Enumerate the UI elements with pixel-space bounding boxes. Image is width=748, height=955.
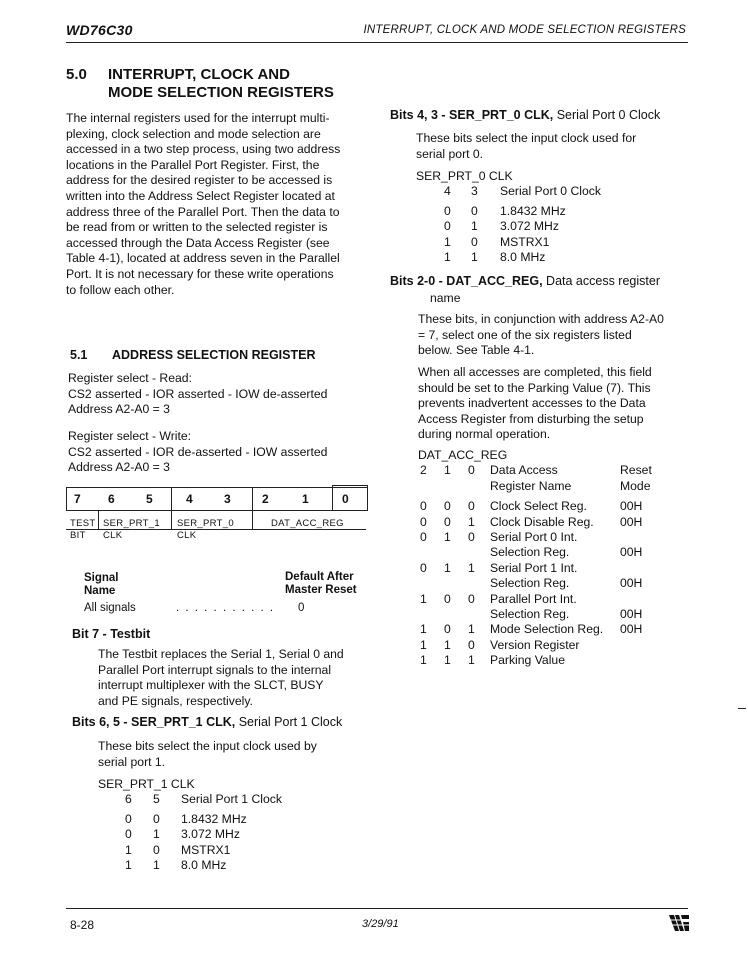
bits43-row [416,204,656,219]
cell: Selection Reg. [490,607,570,622]
cell: Selection Reg. [490,545,570,560]
cell: 0 [444,499,451,514]
reg-box-bit0 [332,485,368,511]
bits43-line: serial port 0. [416,146,484,161]
bit-3: 3 [224,492,231,506]
intro-line: locations in the Parallel Port Register. First, the [66,157,320,172]
bit7-line: interrupt multiplexer with the SLCT, BUSY [98,678,324,693]
footer-date: 3/29/91 [362,918,399,930]
reg-divider [98,510,99,530]
cell: 0 [444,219,451,234]
cell: 8.0 MHz [500,250,546,265]
bit7-line: Parallel Port interrupt signals to the internal [98,662,332,677]
cell: 3.072 MHz [181,827,240,842]
cell: 1 [420,637,427,652]
bits65-table-head [98,792,328,807]
cell: 00H [620,499,643,514]
head-bit: 2 [420,463,427,478]
doc-part-number: WD76C30 [66,22,133,38]
bit-1: 1 [302,492,309,506]
dat-row [418,499,688,514]
cell: Version Register [490,637,580,652]
write-line: Address A2-A0 = 3 [68,460,170,475]
bit-0: 0 [342,492,349,506]
dat-acc-reg-table [418,448,688,669]
cell: 1 [125,858,132,873]
cell: 1 [468,622,475,637]
cell: 00H [620,622,643,637]
bits65-table [98,777,328,873]
register-select-write [68,429,368,476]
bits43-table-name: SER_PRT_0 CLK [416,169,513,183]
cell: 0 [471,234,478,249]
bits65-title [72,715,342,729]
cell: 0 [468,530,475,545]
bits65-row [98,858,328,873]
cell: 1 [420,591,427,606]
bits20-p2-line: When all accesses are completed, this field [418,365,652,379]
cell: 3.072 MHz [500,219,559,234]
head-bit: 4 [444,184,451,199]
doc-running-title: INTERRUPT, CLOCK AND MODE SELECTION REGISTERS [363,24,686,36]
label-ser1-a: SER_PRT_1 [103,518,160,529]
intro-line: The internal registers used for the interrupt multi- [66,111,330,125]
cell: 0 [468,637,475,652]
footer-rule [66,908,688,909]
intro-line: accessed through the Data Access Register (see [66,235,330,250]
cell: MSTRX1 [181,842,231,857]
head-name: Register Name [490,478,572,493]
bits20-p1-line: = 7, select one of the six registers listed [418,327,632,342]
cell: 0 [444,591,451,606]
cell: Clock Select Reg. [490,499,587,514]
cell: 1.8432 MHz [181,811,247,826]
label-dat-acc-reg: DAT_ACC_REG [271,518,344,529]
section-number: 5.0 [66,66,87,83]
head-bit: 3 [471,184,478,199]
cell: Serial Port 0 Int. [490,530,578,545]
bits65-line: serial port 1. [98,754,166,769]
intro-line: Table 4-1), located at address seven in the Parallel [66,251,340,266]
head-bit: 6 [125,792,132,807]
cell: 0 [444,203,451,218]
section-title-line1: INTERRUPT, CLOCK AND [108,66,290,83]
head-bit: 1 [444,463,451,478]
cell: Parallel Port Int. [490,591,577,606]
intro-line: written into the Address Select Register located at [66,188,335,203]
intro-line: Port. It is not necessary for these write operations [66,266,334,281]
intro-line: to follow each other. [66,282,175,297]
bit-2: 2 [262,492,269,506]
read-line: CS2 asserted - IOR asserted - IOW de-asserted [68,386,328,401]
head-name: Data Access [490,463,558,478]
bit-7: 7 [74,492,81,506]
head-default-1: Default After [285,571,354,583]
section-title [66,66,334,102]
read-line: Address A2-A0 = 3 [68,402,170,417]
label-ser0-a: SER_PRT_0 [177,518,234,529]
bits20-p2-line: Access Register from disturbing the setup [418,411,644,426]
cell: 0 [444,514,451,529]
cell: 1 [444,560,451,575]
cell: 1 [420,653,427,668]
label-bit: BIT [70,530,86,541]
bits43-table [416,169,656,265]
bits43-table-head [416,184,656,199]
cell: 00H [620,607,643,622]
bits20-title-cont: name [430,291,461,305]
bit-5: 5 [146,492,153,506]
bits20-p2-line: prevents inadvertent accesses to the Data [418,396,646,411]
cell: 0 [471,203,478,218]
reg-divider [252,510,253,530]
subsection-number: 5.1 [70,348,88,362]
dat-row [418,530,688,561]
intro-line: plexing, clock selection and mode selection are [66,126,321,141]
read-line: Register select - Read: [68,371,192,385]
cell: 00H [620,576,643,591]
row-dot-leader: . . . . . . . . . . . [176,602,275,614]
cell: 1 [444,530,451,545]
cell: 0 [420,499,427,514]
margin-mark [738,708,746,709]
cell: 8.0 MHz [181,858,227,873]
intro-paragraph [66,111,366,298]
intro-line: address three of the Parallel Port. Then the data to [66,204,340,219]
row-default-value: 0 [298,602,305,614]
label-ser0-b: CLK [177,530,197,541]
cell: 0 [420,560,427,575]
cell: 1 [153,858,160,873]
cell: 00H [620,514,643,529]
head-signal-1: Signal [84,572,119,584]
bits65-line: These bits select the input clock used by [98,739,317,753]
bits43-title [390,108,660,122]
cell: 1 [153,827,160,842]
bits20-title-bold: Bits 2-0 - DAT_ACC_REG, [390,274,543,288]
cell: Clock Disable Reg. [490,514,594,529]
bits65-row [98,843,328,858]
cell: 0 [444,622,451,637]
reg-divider [171,510,172,530]
header-rule [66,42,688,43]
dat-row [418,515,688,530]
subsection-title [70,348,316,362]
bits43-description [416,131,688,162]
bit-6: 6 [108,492,115,506]
cell: 00H [620,545,643,560]
page-number: 8-28 [70,918,95,932]
bits20-p1-line: These bits, in conjunction with address A2-A0 [418,312,664,326]
bit7-description [98,647,368,709]
bits43-row [416,235,656,250]
bits65-row [98,827,328,842]
cell: 0 [468,591,475,606]
address-select-register-diagram [66,487,368,541]
intro-line: accessed in a two step process, using two address [66,142,341,157]
head-mode: Mode [620,478,651,493]
bits43-row [416,219,656,234]
cell: 1 [468,653,475,668]
bit7-line: The Testbit replaces the Serial 1, Serial 0 and [98,647,344,661]
dat-row [418,653,688,668]
cell: 1 [468,514,475,529]
cell: 0 [420,514,427,529]
bits43-title-bold: Bits 4, 3 - SER_PRT_0 CLK, [390,108,554,122]
intro-line: be read from or written to the selected register is [66,220,328,235]
bits20-para1 [418,312,688,359]
label-ser1-b: CLK [103,530,123,541]
bit7-title: Bit 7 - Testbit [72,627,151,641]
bit7-line: and PE signals, respectively. [98,693,253,708]
reg-box-mid [171,487,253,511]
reg-box-high [66,487,172,511]
cell: 1 [444,637,451,652]
subsection-title-text: ADDRESS SELECTION REGISTER [112,348,316,362]
cell: Parking Value [490,653,565,668]
dat-row [418,622,688,637]
head-signal-2: Name [84,585,116,597]
bits43-row [416,250,656,265]
bits20-p1-line: below. See Table 4-1. [418,343,535,358]
bits65-description [98,739,368,770]
write-line: CS2 asserted - IOR de-asserted - IOW asserted [68,444,328,459]
head-bit: 5 [153,792,160,807]
cell: MSTRX1 [500,234,550,249]
bits65-title-rest: Serial Port 1 Clock [235,715,343,729]
bits65-title-bold: Bits 6, 5 - SER_PRT_1 CLK, [72,715,236,729]
bits20-title [390,273,660,307]
write-line: Register select - Write: [68,429,192,443]
cell: 1 [444,653,451,668]
cell: 0 [420,530,427,545]
bits20-head-row2 [418,479,688,494]
head-reset: Reset [620,463,652,478]
cell: 1 [471,219,478,234]
register-select-read [68,371,368,418]
cell: 0 [153,842,160,857]
bits20-table-name: DAT_ACC_REG [418,448,508,462]
cell: 1 [444,250,451,265]
cell: 1 [444,234,451,249]
head-clock: Serial Port 1 Clock [181,792,282,807]
cell: 0 [468,499,475,514]
dat-row [418,592,688,623]
cell: Selection Reg. [490,576,570,591]
head-default-2: Master Reset [285,584,357,596]
cell: 1 [420,622,427,637]
bits65-row [98,812,328,827]
cell: 1 [125,842,132,857]
label-test: TEST [70,518,96,529]
wd-logo-icon [668,912,690,934]
bits65-table-name: SER_PRT_1 CLK [98,777,195,791]
cell: 0 [125,811,132,826]
dat-row [418,561,688,592]
cell: 0 [153,811,160,826]
cell: 1 [468,560,475,575]
cell: 0 [125,827,132,842]
bits43-line: These bits select the input clock used for [416,131,637,145]
cell: Serial Port 1 Int. [490,560,578,575]
bits20-p2-line: should be set to the Parking Value (7). This [418,380,651,395]
bits20-title-rest: Data access register [542,274,660,288]
head-clock: Serial Port 0 Clock [500,184,601,199]
bits20-p2-line: during normal operation. [418,427,551,442]
section-title-line2: MODE SELECTION REGISTERS [108,84,334,101]
head-bit: 0 [468,463,475,478]
bits20-para2 [418,365,688,443]
row-signal-name: All signals [84,602,136,614]
bits20-head-row1 [418,463,688,478]
cell: 1 [471,250,478,265]
cell: 1.8432 MHz [500,203,566,218]
cell: Mode Selection Reg. [490,622,604,637]
bits43-title-rest: Serial Port 0 Clock [553,108,661,122]
intro-line: address for the desired register to be accessed is [66,173,333,188]
dat-row [418,638,688,653]
bit-4: 4 [186,492,193,506]
